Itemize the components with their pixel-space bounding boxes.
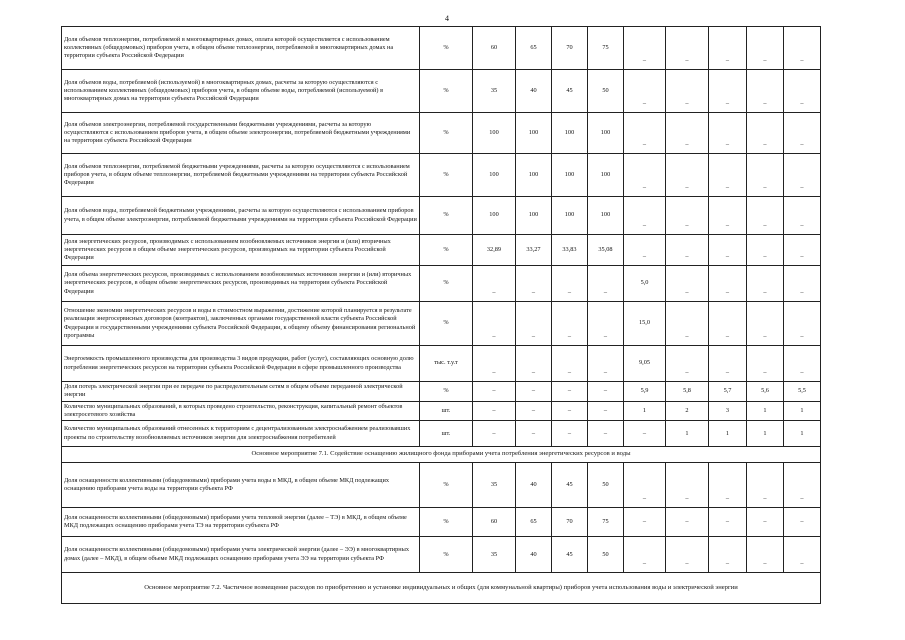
value-cell: 1	[784, 401, 821, 421]
value-cell: –	[473, 302, 516, 346]
table-row	[62, 302, 821, 346]
value-cell: –	[747, 70, 784, 113]
value-cell: 40	[516, 70, 552, 113]
value-cell: –	[709, 27, 747, 70]
value-cell: 33,83	[552, 235, 588, 266]
value-cell: 1	[747, 421, 784, 447]
value-cell: 60	[473, 508, 516, 537]
value-cell: –	[624, 421, 666, 447]
indicator-description: Отношение экономии энергетических ресурсов и воды в стоимостном выражении, достижение которой планируется в результате реализации энергосервисных договоров (контрактов), заключенных органами государственной власти субъекта Российской Федерации и государственными учреждениями субъекта Российской Федерации, к общему объему финансирования региональной программы	[62, 302, 420, 346]
indicator-description: Доля потерь электрической энергии при ее передаче по распределительным сетям в общем объеме переданной электрической энергии	[62, 382, 420, 402]
table-row	[62, 235, 821, 266]
value-cell: –	[588, 302, 624, 346]
unit-cell: тыс. т.у.т	[420, 346, 473, 382]
value-cell: 100	[516, 154, 552, 197]
table-row	[62, 346, 821, 382]
value-cell: –	[473, 401, 516, 421]
value-cell: –	[552, 401, 588, 421]
value-cell: 35	[473, 537, 516, 573]
value-cell: –	[747, 197, 784, 235]
value-cell: –	[784, 463, 821, 508]
unit-cell: %	[420, 27, 473, 70]
value-cell: –	[709, 302, 747, 346]
value-cell: 70	[552, 27, 588, 70]
indicator-description: Доля объема энергетических ресурсов, производимых с использованием возобновляемых источников энергии и (или) вторичных энергетических ресурсов, в общем объеме энергетических ресурсов, производимых на территории субъекта Российской Федерации	[62, 266, 420, 302]
value-cell: 5,7	[709, 382, 747, 402]
indicator-description: Энергоемкость промышленного производства для производства 3 видов продукции, работ (услуг), составляющих основную долю потребления энергетических ресурсов на территории субъекта Российской Федерации в сфере промышленного производства	[62, 346, 420, 382]
value-cell: –	[747, 537, 784, 573]
indicator-description: Доля объемов воды, потребляемой бюджетными учреждениями, расчеты за которую осуществляются с использованием приборов учета, в общем объеме электроэнергии, потребляемой бюджетными учреждениями на территории субъекта Российской Федерации	[62, 197, 420, 235]
value-cell: 1	[709, 421, 747, 447]
value-cell: –	[784, 537, 821, 573]
value-cell: –	[709, 537, 747, 573]
value-cell: –	[473, 421, 516, 447]
value-cell: –	[624, 70, 666, 113]
table-row	[62, 154, 821, 197]
value-cell: –	[784, 235, 821, 266]
value-cell: 100	[588, 154, 624, 197]
value-cell: –	[666, 302, 709, 346]
value-cell: –	[624, 154, 666, 197]
unit-cell: %	[420, 508, 473, 537]
value-cell: –	[552, 266, 588, 302]
value-cell: 9,05	[624, 346, 666, 382]
value-cell: –	[784, 302, 821, 346]
value-cell: 100	[473, 197, 516, 235]
value-cell: –	[552, 382, 588, 402]
value-cell: 100	[552, 113, 588, 154]
value-cell: –	[588, 401, 624, 421]
indicator-description: Доля оснащенности коллективными (общедомовыми) приборами учета тепловой энергии (далее – ТЭ) в МКД, в общем объеме МКД подлежащих оснащению приборами учета ТЭ на территории субъекта РФ	[62, 508, 420, 537]
value-cell: 50	[588, 463, 624, 508]
value-cell: –	[624, 113, 666, 154]
table-row	[62, 537, 821, 573]
unit-cell: %	[420, 197, 473, 235]
value-cell: 100	[552, 154, 588, 197]
value-cell: –	[516, 302, 552, 346]
table-row	[62, 508, 821, 537]
section-row	[62, 573, 821, 604]
value-cell: 5,5	[784, 382, 821, 402]
value-cell: –	[747, 346, 784, 382]
value-cell: –	[473, 346, 516, 382]
value-cell: –	[747, 302, 784, 346]
value-cell: 40	[516, 537, 552, 573]
value-cell: –	[784, 508, 821, 537]
unit-cell: %	[420, 70, 473, 113]
value-cell: 35,08	[588, 235, 624, 266]
indicator-description: Доля объемов теплоэнергии, потребляемой бюджетными учреждениями, расчеты за которую осуществляются с использованием приборов учета, в общем объеме теплоэнергии, потребляемой бюджетными учреждениями на территории субъекта Российской Федерации	[62, 154, 420, 197]
indicator-description: Доля оснащенности коллективными (общедомовыми) приборами учета воды в МКД, в общем объеме МКД подлежащих оснащению приборами учета воды на территории субъекта РФ	[62, 463, 420, 508]
value-cell: –	[516, 401, 552, 421]
value-cell: –	[516, 382, 552, 402]
table-row	[62, 401, 821, 421]
value-cell: –	[552, 421, 588, 447]
section-title: Основное мероприятие 7.1. Содействие оснащению жилищного фонда приборами учета потребления энергетических ресурсов и воды	[62, 447, 821, 463]
value-cell: –	[552, 302, 588, 346]
value-cell: 2	[666, 401, 709, 421]
value-cell: –	[624, 508, 666, 537]
value-cell: –	[747, 235, 784, 266]
value-cell: –	[516, 346, 552, 382]
value-cell: 32,89	[473, 235, 516, 266]
value-cell: –	[552, 346, 588, 382]
value-cell: 100	[516, 197, 552, 235]
value-cell: –	[784, 266, 821, 302]
value-cell: –	[666, 235, 709, 266]
value-cell: –	[624, 235, 666, 266]
value-cell: –	[516, 421, 552, 447]
unit-cell: %	[420, 266, 473, 302]
value-cell: –	[588, 266, 624, 302]
value-cell: 33,27	[516, 235, 552, 266]
value-cell: –	[747, 463, 784, 508]
value-cell: –	[624, 463, 666, 508]
unit-cell: %	[420, 154, 473, 197]
value-cell: –	[784, 113, 821, 154]
value-cell: 5,6	[747, 382, 784, 402]
value-cell: 3	[709, 401, 747, 421]
value-cell: –	[666, 508, 709, 537]
table-row	[62, 266, 821, 302]
value-cell: –	[588, 346, 624, 382]
value-cell: –	[666, 463, 709, 508]
value-cell: 75	[588, 27, 624, 70]
value-cell: –	[709, 266, 747, 302]
value-cell: –	[784, 197, 821, 235]
value-cell: –	[516, 266, 552, 302]
section-row	[62, 447, 821, 463]
value-cell: –	[666, 346, 709, 382]
value-cell: –	[624, 27, 666, 70]
page-number: 4	[445, 14, 449, 23]
value-cell: –	[666, 113, 709, 154]
value-cell: 65	[516, 27, 552, 70]
table-row	[62, 421, 821, 447]
value-cell: –	[666, 70, 709, 113]
indicator-description: Количество муниципальных образований, в которых проведено строительство, реконструкция, капитальный ремонт объектов электросетевого хозяйства	[62, 401, 420, 421]
indicators-table	[61, 26, 821, 604]
value-cell: 65	[516, 508, 552, 537]
value-cell: 100	[588, 197, 624, 235]
unit-cell: %	[420, 537, 473, 573]
value-cell: 100	[552, 197, 588, 235]
value-cell: –	[709, 197, 747, 235]
unit-cell: шт.	[420, 421, 473, 447]
value-cell: –	[709, 346, 747, 382]
value-cell: –	[666, 197, 709, 235]
value-cell: 1	[784, 421, 821, 447]
unit-cell: %	[420, 302, 473, 346]
indicator-description: Доля объемов электроэнергии, потребляемой государственными бюджетными учреждениями, расчеты за которую осуществляются с использованием приборов учета, в общем объеме электроэнергии, потребляемой бюджетными учреждениями на территории субъекта Российской Федерации	[62, 113, 420, 154]
section-title: Основное мероприятие 7.2. Частичное возмещение расходов по приобретению и установке индивидуальных и общих (для коммунальной квартиры) приборов учета использования воды и электрической энергии	[62, 573, 821, 604]
table-row	[62, 197, 821, 235]
value-cell: –	[709, 508, 747, 537]
table-body	[62, 27, 821, 604]
value-cell: –	[588, 382, 624, 402]
value-cell: –	[747, 154, 784, 197]
value-cell: 100	[588, 113, 624, 154]
value-cell: –	[784, 70, 821, 113]
value-cell: –	[666, 154, 709, 197]
indicator-description: Доля объемов теплоэнергии, потребляемой в многоквартирных домах, оплата которой осуществляется с использованием коллективных (общедомовых) приборов учета, в общем объеме теплоэнергии, потребляемой в многоквартирных домах на территории субъекта Российской Федерации	[62, 27, 420, 70]
value-cell: –	[666, 537, 709, 573]
table-row	[62, 382, 821, 402]
value-cell: 100	[473, 154, 516, 197]
value-cell: –	[784, 346, 821, 382]
indicator-description: Доля энергетических ресурсов, производимых с использованием возобновляемых источников энергии и (или) вторичных энергетических ресурсов в общем объеме энергетических ресурсов, производимых на территории субъекта Российской Федерации	[62, 235, 420, 266]
value-cell: 50	[588, 70, 624, 113]
value-cell: 70	[552, 508, 588, 537]
value-cell: –	[666, 266, 709, 302]
value-cell: –	[709, 154, 747, 197]
value-cell: 1	[747, 401, 784, 421]
value-cell: 35	[473, 463, 516, 508]
value-cell: –	[747, 508, 784, 537]
value-cell: –	[747, 266, 784, 302]
value-cell: –	[709, 70, 747, 113]
table-row	[62, 27, 821, 70]
value-cell: –	[588, 421, 624, 447]
value-cell: 100	[516, 113, 552, 154]
value-cell: –	[473, 266, 516, 302]
unit-cell: %	[420, 382, 473, 402]
unit-cell: %	[420, 235, 473, 266]
unit-cell: шт.	[420, 401, 473, 421]
value-cell: 50	[588, 537, 624, 573]
value-cell: –	[747, 27, 784, 70]
indicator-description: Доля объемов воды, потребляемой (используемой) в многоквартирных домах, расчеты за которую осуществляются с использованием коллективных (общедомовых) приборов учета, в общем объеме воды, потребляемой (используемой) в многоквартирных домах на территории субъекта Российской Федерации	[62, 70, 420, 113]
value-cell: 5,0	[624, 266, 666, 302]
value-cell: 40	[516, 463, 552, 508]
value-cell: –	[709, 235, 747, 266]
value-cell: 45	[552, 463, 588, 508]
indicator-description: Доля оснащенности коллективными (общедомовыми) приборами учета электрической энергии (далее – ЭЭ) в многоквартирных домах (далее – МКД), в общем объеме МКД подлежащих оснащению приборами учета ЭЭ на территории субъекта РФ	[62, 537, 420, 573]
value-cell: –	[709, 113, 747, 154]
value-cell: 35	[473, 70, 516, 113]
indicator-description: Количество муниципальных образований отнесенных к территориям с децентрализованным электроснабжением реализовавших проекты по строительству возобновляемых источников энергии для электроснабжения потребителей	[62, 421, 420, 447]
table-row	[62, 70, 821, 113]
value-cell: 1	[624, 401, 666, 421]
value-cell: 45	[552, 70, 588, 113]
value-cell: 75	[588, 508, 624, 537]
value-cell: 1	[666, 421, 709, 447]
value-cell: 60	[473, 27, 516, 70]
value-cell: –	[666, 27, 709, 70]
value-cell: –	[624, 197, 666, 235]
value-cell: 100	[473, 113, 516, 154]
value-cell: –	[624, 537, 666, 573]
value-cell: –	[784, 27, 821, 70]
value-cell: 5,9	[624, 382, 666, 402]
value-cell: –	[747, 113, 784, 154]
value-cell: 15,0	[624, 302, 666, 346]
value-cell: 5,8	[666, 382, 709, 402]
table-row	[62, 463, 821, 508]
value-cell: –	[784, 154, 821, 197]
table-row	[62, 113, 821, 154]
value-cell: 45	[552, 537, 588, 573]
value-cell: –	[473, 382, 516, 402]
unit-cell: %	[420, 463, 473, 508]
value-cell: –	[709, 463, 747, 508]
unit-cell: %	[420, 113, 473, 154]
